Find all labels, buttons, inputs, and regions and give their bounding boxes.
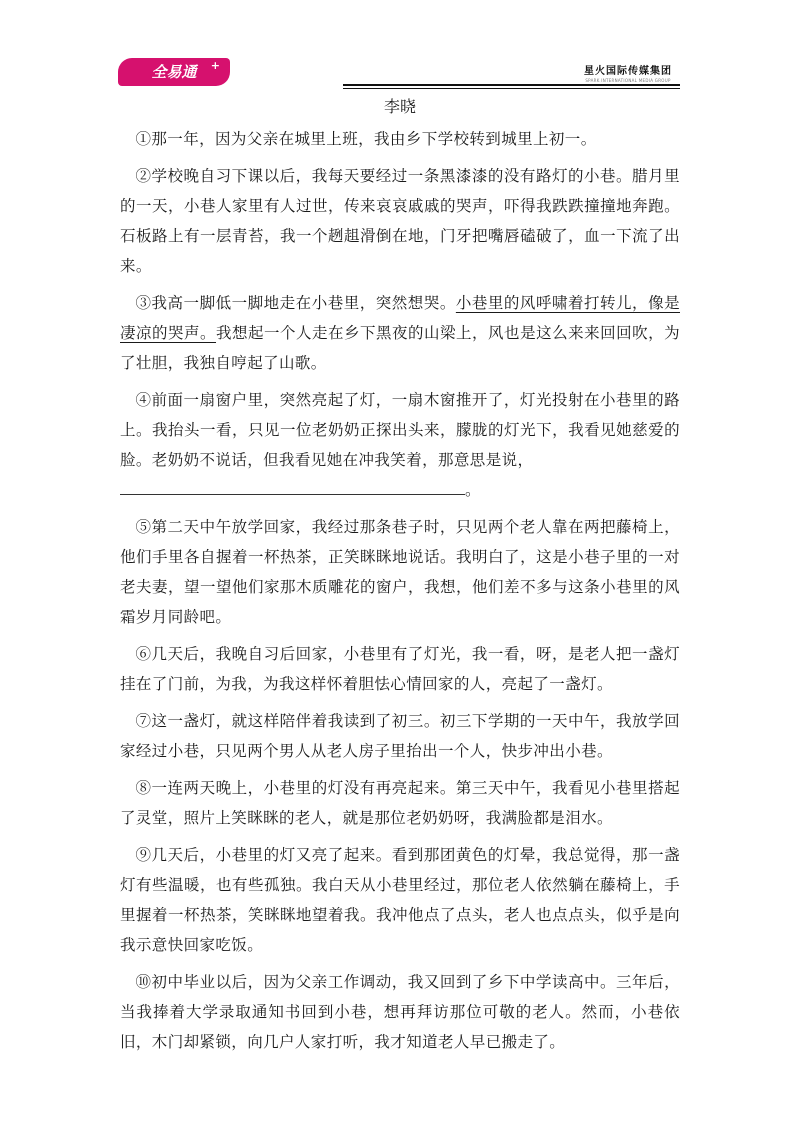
answer-blank-line[interactable] — [120, 476, 465, 495]
paragraph-3 — [120, 288, 680, 378]
paragraph-4: ④前面一扇窗户里，突然亮起了灯，一扇木窗推开了，灯光投射在小巷里的路上。我抬头一看，只见一位老奶奶正探出头来，朦胧的灯光下，我看见她慈爱的脸。老奶奶不说话，但我看见她在冲我笑着，那意思是说， — [120, 391, 680, 469]
paragraph-10: ⑩初中毕业以后，因为父亲工作调动，我又回到了乡下中学读高中。三年后，当我捧着大学录取通知书回到小巷，想再拜访那位可敬的老人。然而，小巷依旧，木门却紧锁，向几户人家打听，我才知道老人早已搬走了。 — [120, 973, 680, 1051]
logo-text: 全易通 — [151, 63, 197, 81]
blank-terminator: 。 — [465, 481, 481, 499]
paragraph-3-start: ③我高一脚低一脚地走在小巷里，突然想哭。 — [135, 294, 456, 312]
underlined-sentence: 小巷里的风呼啸着打转儿，像是凄凉的哭声。 — [120, 294, 680, 342]
publisher-name-en: SPARK INTERNATIONAL MEDIA GROUP — [585, 78, 671, 83]
header-rule-thick — [343, 84, 680, 86]
logo-plus: + — [210, 59, 220, 72]
answer-blank-row — [120, 475, 680, 505]
paragraph-5: ⑤第二天中午放学回家，我经过那条巷子时，只见两个老人靠在两把藤椅上，他们手里各自握着一杯热茶，正笑眯眯地说话。我明白了，这是小巷子里的一对老夫妻，望一望他们家那木质雕花的窗户，我想，他们差不多与这条小巷里的风霜岁月同龄吧。 — [120, 518, 680, 626]
paragraph-2: ②学校晚自习下课以后，我每天要经过一条黑漆漆的没有路灯的小巷。腊月里的一天，小巷人家里有人过世，传来哀哀戚戚的哭声，吓得我跌跌撞撞地奔跑。石板路上有一层青苔，我一个趔趄滑倒在地，门牙把嘴唇磕破了，血一下流了出来。 — [120, 167, 680, 275]
paragraph-1: ①那一年，因为父亲在城里上班，我由乡下学校转到城里上初一。 — [135, 130, 597, 148]
paragraph-8: ⑧一连两天晚上，小巷里的灯没有再亮起来。第三天中午，我看见小巷里搭起了灵堂，照片上笑眯眯的老人，就是那位老奶奶呀，我满脸都是泪水。 — [120, 779, 680, 827]
paragraph-6: ⑥几天后，我晚自习后回家，小巷里有了灯光，我一看，呀，是老人把一盏灯挂在了门前，为我，为我这样怀着胆怯心情回家的人，亮起了一盏灯。 — [120, 645, 680, 693]
article-body — [120, 96, 680, 1057]
article-title: 李晓 — [383, 97, 416, 116]
header-rule-thin — [343, 88, 680, 89]
paragraph-9: ⑨几天后，小巷里的灯又亮了起来。看到那团黄色的灯晕，我总觉得，那一盏灯有些温暖，也有些孤独。我白天从小巷里经过，那位老人依然躺在藤椅上，手里握着一杯热茶，笑眯眯地望着我。我冲他点了点头，老人也点点头，似乎是向我示意快回家吃饭。 — [120, 846, 680, 954]
publisher-mark — [584, 62, 672, 83]
paragraph-3-end: 我想起一个人走在乡下黑夜的山梁上，风也是这么来来回回吹，为了壮胆，我独自哼起了山歌。 — [120, 324, 680, 372]
brand-logo — [118, 58, 230, 86]
page-header — [118, 52, 680, 92]
publisher-name: 星火国际传媒集团 — [584, 66, 672, 77]
paragraph-7: ⑦这一盏灯，就这样陪伴着我读到了初三。初三下学期的一天中午，我放学回家经过小巷，只见两个男人从老人房子里抬出一个人，快步冲出小巷。 — [120, 712, 680, 760]
